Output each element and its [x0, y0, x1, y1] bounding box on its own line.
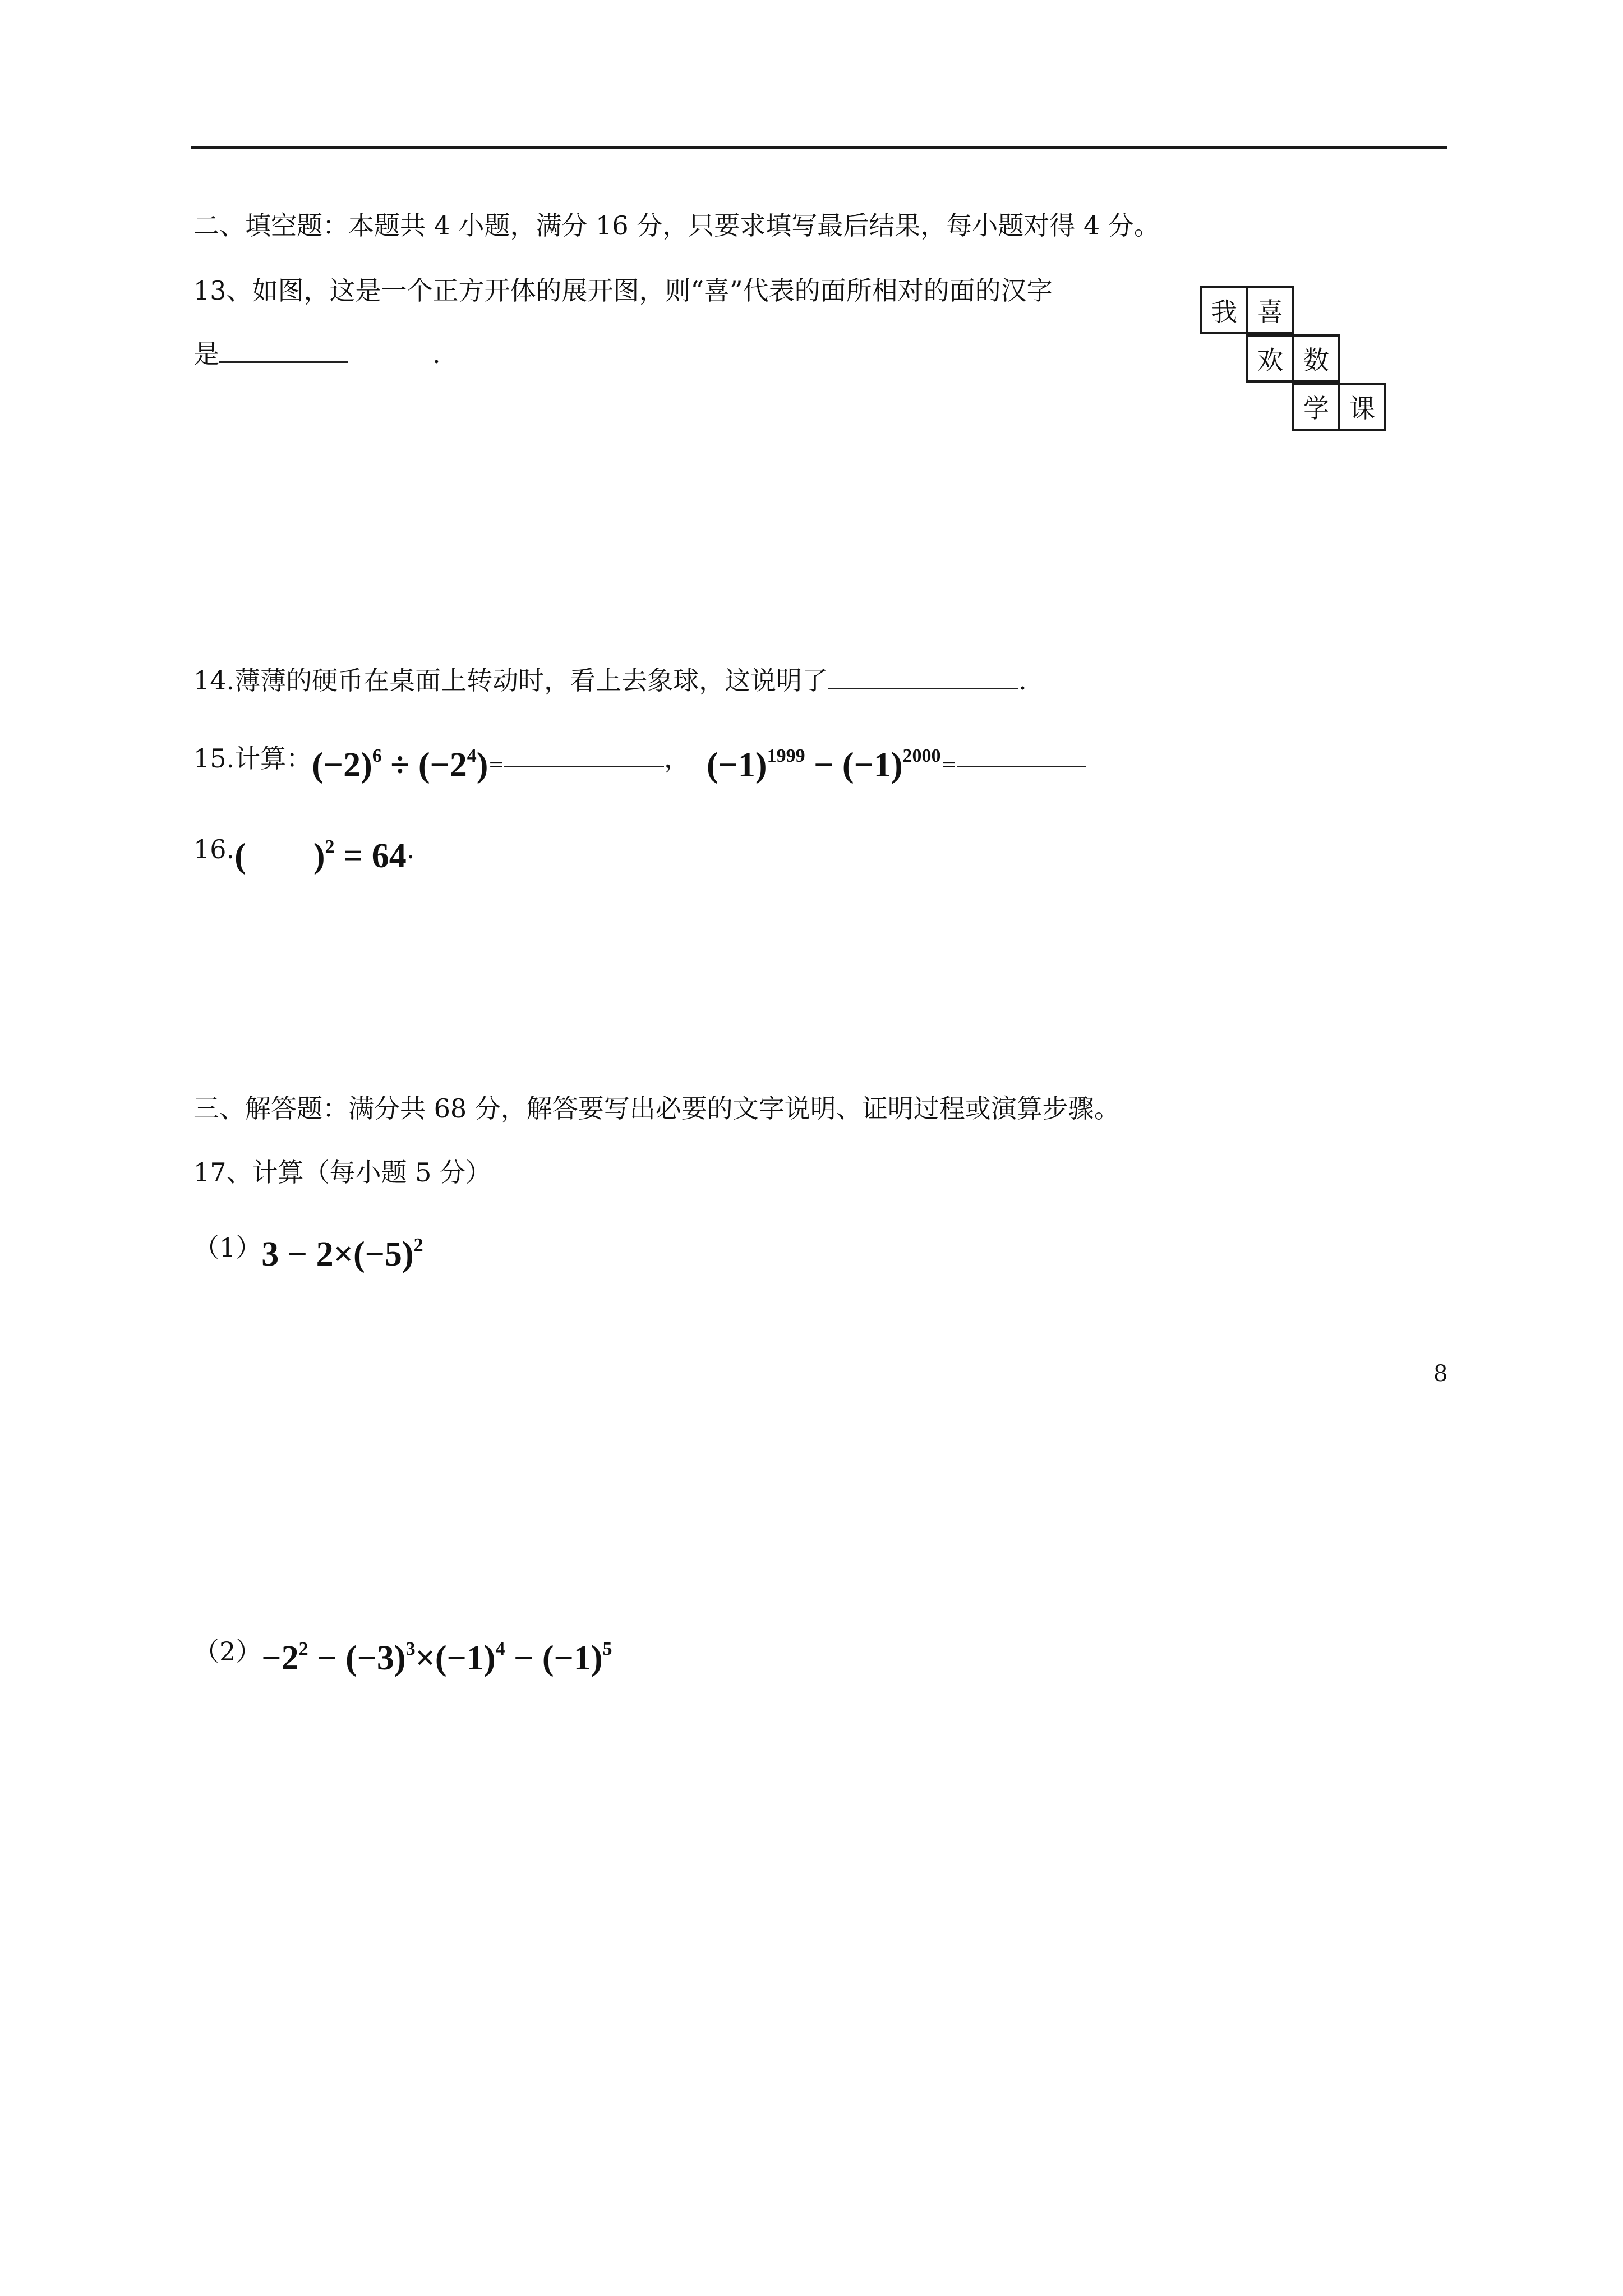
net-cell-2: 喜	[1246, 286, 1294, 334]
net-cell-6: 课	[1338, 383, 1386, 431]
question-16: 16.( )$^2$ = 64.	[193, 834, 415, 875]
question-14-text: 14.薄薄的硬币在桌面上转动时，看上去象球，这说明了	[193, 665, 828, 696]
section-3-heading: 三、解答题：满分共 68 分，解答要写出必要的文字说明、证明过程或演算步骤。	[193, 1093, 1120, 1124]
q15-expression-1: $(-2)^6 \div (-2^4)$	[312, 746, 488, 784]
page-number: 8	[1433, 1361, 1448, 1387]
answer-blank-14[interactable]	[828, 663, 1018, 689]
answer-blank-15b[interactable]	[957, 741, 1086, 767]
q15-expression-2: $(-1)^{1999} - (-1)^{2000}$	[706, 746, 941, 784]
answer-blank-13[interactable]	[219, 337, 348, 363]
question-16-label: 16.	[193, 834, 235, 864]
part-2-label: （2）	[193, 1636, 262, 1667]
net-cell-3: 欢	[1246, 334, 1294, 383]
net-cell-1: 我	[1200, 286, 1248, 334]
question-17-part-1	[193, 1228, 423, 1271]
question-15-label: 15.计算：	[193, 743, 312, 774]
net-cell-5: 学	[1292, 383, 1340, 431]
q16-expression: ( )$^2$ = 64	[234, 836, 407, 875]
part-1-expression: $3 - 2\times(-5)^2$	[261, 1235, 423, 1273]
net-cell-4: 数	[1292, 334, 1340, 383]
question-14: 14.薄薄的硬币在桌面上转动时，看上去象球，这说明了 .	[193, 663, 1027, 697]
question-13-text-cont: 是	[193, 339, 219, 369]
question-15: 15.计算：$(-2)^6 \div (-2^4)=$ ， $(-1)^{1999} - (-1)^{2000}=$	[193, 739, 1086, 782]
question-17-part-2	[193, 1632, 612, 1675]
question-13-answer-line: 是 .	[193, 337, 441, 371]
section-2-heading: 二、填空题：本题共 4 小题，满分 16 分，只要求填写最后结果，每小题对得 4 分。	[193, 210, 1160, 241]
question-17-title: 17、计算（每小题 5 分）	[193, 1157, 492, 1188]
part-1-label: （1）	[193, 1232, 262, 1263]
header-rule	[191, 146, 1447, 149]
part-2-expression: $-2^2 - (-3)^3\times(-1)^4 - (-1)^5$	[261, 1639, 612, 1677]
question-13-text: 13、如图，这是一个正方开体的展开图，则“喜”代表的面所相对的面的汉字	[193, 275, 1053, 306]
answer-blank-15a[interactable]	[504, 741, 664, 767]
